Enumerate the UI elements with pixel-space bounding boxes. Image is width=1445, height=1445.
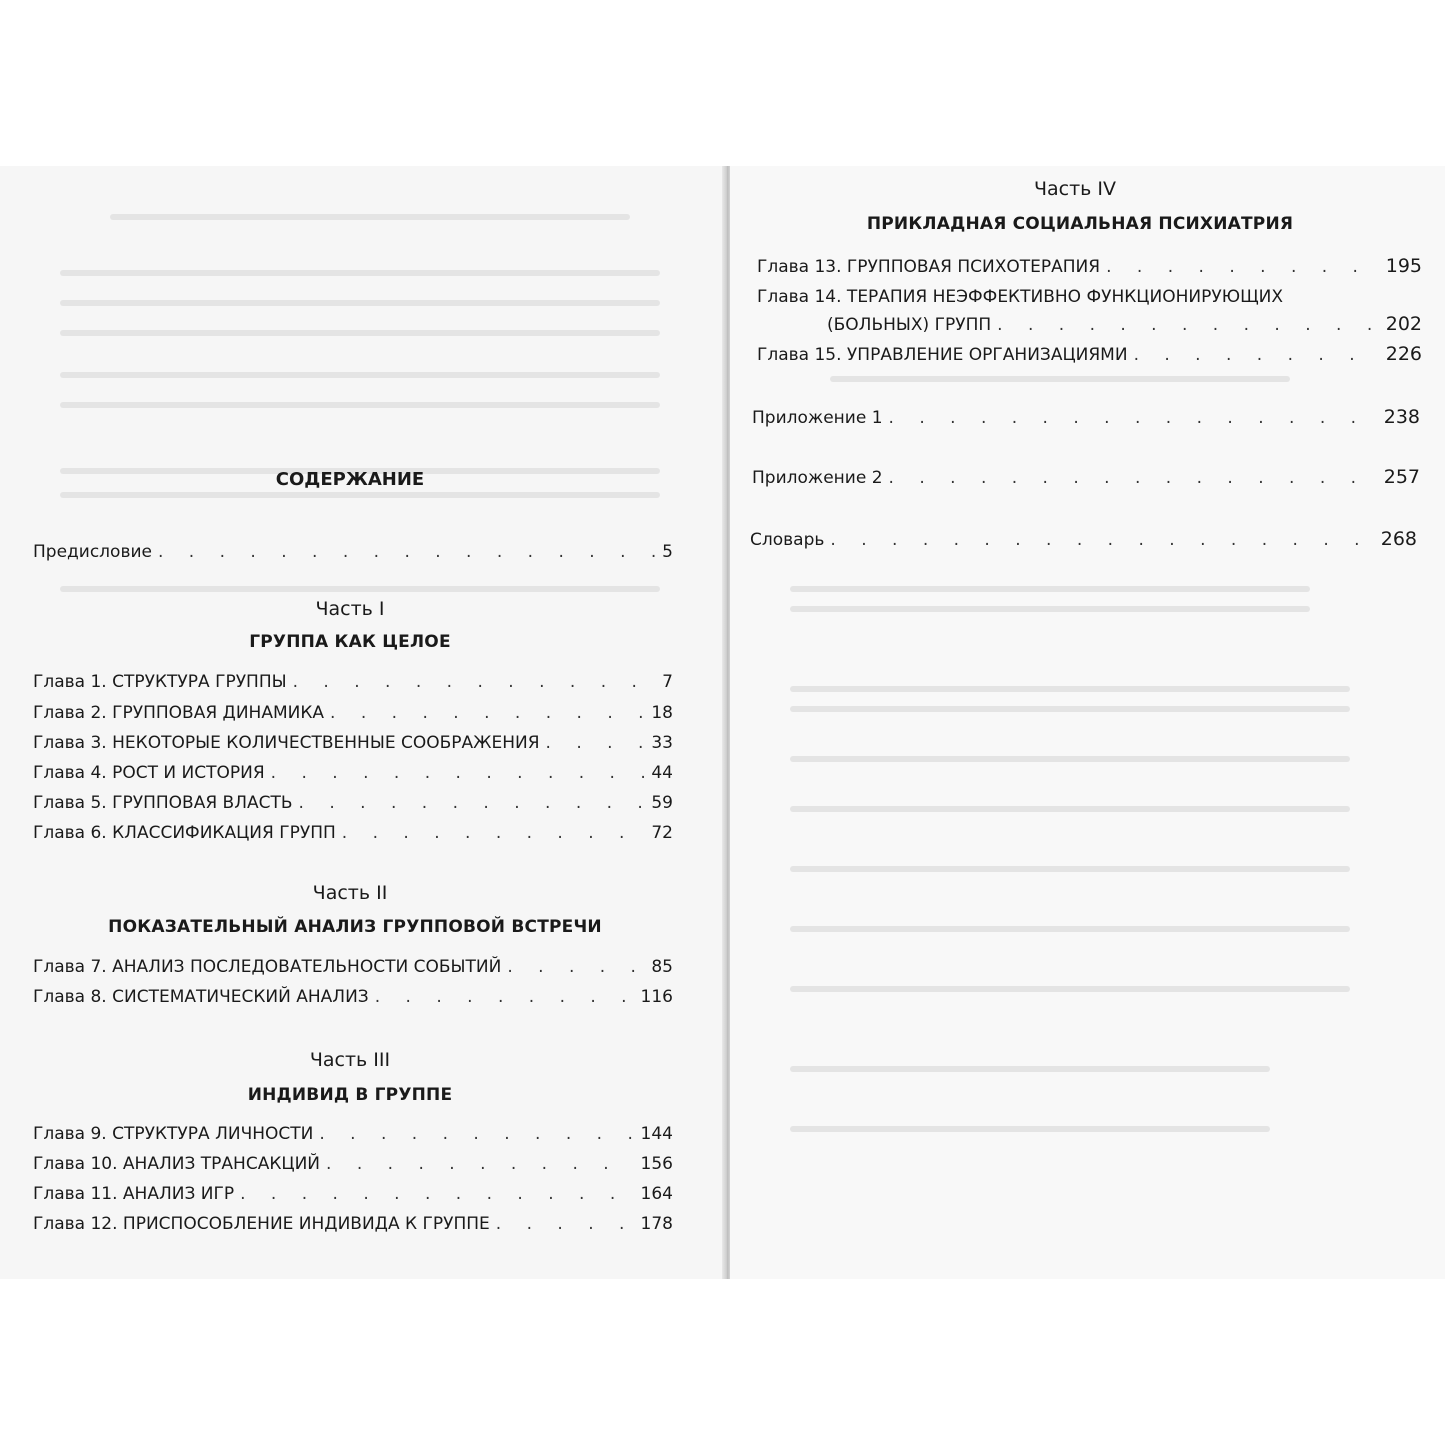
entry-page-number: 72	[651, 823, 673, 843]
toc-entry[interactable]	[33, 763, 673, 783]
toc-entry[interactable]	[33, 1214, 673, 1234]
show-through-text	[790, 706, 1350, 712]
show-through-text	[790, 586, 1310, 592]
show-through-text	[60, 586, 660, 592]
entry-page-number: 268	[1380, 528, 1417, 550]
show-through-text	[60, 492, 660, 498]
toc-entry[interactable]	[33, 957, 673, 977]
entry-label: Глава 5. ГРУППОВАЯ ВЛАСТЬ	[33, 793, 293, 813]
dot-leader	[240, 1184, 634, 1204]
dot-leader	[271, 763, 646, 783]
entry-page-number: 164	[640, 1184, 673, 1204]
dot-leader	[830, 530, 1374, 550]
show-through-text	[790, 986, 1350, 992]
part-heading: ПРИКЛАДНАЯ СОЦИАЛЬНАЯ ПСИХИАТРИЯ	[866, 214, 1294, 234]
show-through-text	[790, 1126, 1270, 1132]
dot-leader	[330, 703, 645, 723]
part-heading: ПОКАЗАТЕЛЬНЫЙ АНАЛИЗ ГРУППОВОЙ ВСТРЕЧИ	[108, 917, 602, 937]
toc-entry[interactable]	[33, 672, 673, 692]
dot-leader	[375, 987, 635, 1007]
entry-page-number: 226	[1385, 343, 1422, 365]
entry-label: Глава 3. НЕКОТОРЫЕ КОЛИЧЕСТВЕННЫЕ СООБРАЖЕНИЯ	[33, 733, 540, 753]
toc-entry[interactable]	[33, 1154, 673, 1174]
toc-entry[interactable]	[752, 466, 1420, 488]
toc-entry[interactable]	[752, 406, 1420, 428]
entry-page-number: 7	[662, 672, 673, 692]
entry-label: Глава 2. ГРУППОВАЯ ДИНАМИКА	[33, 703, 325, 723]
right-page	[730, 166, 1445, 1279]
dot-leader	[293, 672, 657, 692]
entry-label: Глава 8. СИСТЕМАТИЧЕСКИЙ АНАЛИЗ	[33, 987, 369, 1007]
part-title: Часть III	[309, 1049, 391, 1071]
dot-leader	[319, 1124, 634, 1144]
entry-label: Приложение 1	[752, 408, 883, 428]
toc-entry[interactable]	[33, 1124, 673, 1144]
toc-entry[interactable]	[33, 987, 673, 1007]
dot-leader	[299, 793, 646, 813]
dot-leader	[546, 733, 646, 753]
show-through-text	[60, 372, 660, 378]
show-through-text	[830, 376, 1290, 382]
dot-leader	[889, 468, 1378, 488]
show-through-text	[790, 686, 1350, 692]
dot-leader	[507, 957, 645, 977]
part-title: Часть IV	[1033, 178, 1117, 200]
part-title: Часть I	[315, 598, 385, 620]
part-heading: ГРУППА КАК ЦЕЛОЕ	[249, 632, 451, 652]
entry-page-number: 85	[651, 957, 673, 977]
entry-page-number: 238	[1383, 406, 1420, 428]
show-through-text	[790, 1066, 1270, 1072]
entry-label: Глава 13. ГРУППОВАЯ ПСИХОТЕРАПИЯ	[757, 257, 1101, 277]
dot-leader	[342, 823, 646, 843]
toc-title: СОДЕРЖАНИЕ	[275, 469, 425, 490]
toc-entry-line1[interactable]: Глава 14. ТЕРАПИЯ НЕЭФФЕКТИВНО ФУНКЦИОНИРУЮЩИХ	[757, 287, 1284, 307]
dot-leader	[997, 315, 1380, 335]
entry-label: Глава 7. АНАЛИЗ ПОСЛЕДОВАТЕЛЬНОСТИ СОБЫТИЙ	[33, 957, 502, 977]
entry-label: Глава 15. УПРАВЛЕНИЕ ОРГАНИЗАЦИЯМИ	[757, 345, 1128, 365]
part-heading: ИНДИВИД В ГРУППЕ	[247, 1085, 453, 1105]
toc-entry[interactable]	[33, 1184, 673, 1204]
entry-label: Глава 1. СТРУКТУРА ГРУППЫ	[33, 672, 287, 692]
toc-entry[interactable]	[827, 313, 1422, 335]
entry-page-number: 178	[640, 1214, 673, 1234]
toc-entry[interactable]	[33, 703, 673, 723]
entry-label: Словарь	[750, 530, 825, 550]
show-through-text	[60, 300, 660, 306]
entry-label: Глава 10. АНАЛИЗ ТРАНСАКЦИЙ	[33, 1154, 321, 1174]
dot-leader	[889, 408, 1378, 428]
show-through-text	[110, 214, 630, 220]
toc-entry[interactable]	[33, 733, 673, 753]
preface-entry[interactable]	[33, 542, 673, 562]
entry-label: Предисловие	[33, 542, 152, 562]
toc-entry[interactable]	[757, 255, 1422, 277]
entry-label: (БОЛЬНЫХ) ГРУПП	[827, 315, 992, 335]
entry-label: Глава 9. СТРУКТУРА ЛИЧНОСТИ	[33, 1124, 314, 1144]
dot-leader	[1134, 345, 1380, 365]
dot-leader	[158, 542, 656, 562]
entry-label: Глава 11. АНАЛИЗ ИГР	[33, 1184, 235, 1204]
dot-leader	[326, 1154, 635, 1174]
entry-page-number: 144	[640, 1124, 673, 1144]
entry-label: Приложение 2	[752, 468, 883, 488]
show-through-text	[60, 402, 660, 408]
entry-page-number: 33	[651, 733, 673, 753]
show-through-text	[60, 270, 660, 276]
dot-leader	[496, 1214, 635, 1234]
entry-page-number: 116	[640, 987, 673, 1007]
entry-page-number: 202	[1385, 313, 1422, 335]
part-title: Часть II	[312, 882, 388, 904]
show-through-text	[790, 606, 1310, 612]
entry-page-number: 59	[651, 793, 673, 813]
entry-label: Глава 12. ПРИСПОСОБЛЕНИЕ ИНДИВИДА К ГРУППЕ	[33, 1214, 490, 1234]
left-page	[0, 166, 724, 1279]
entry-page-number: 44	[651, 763, 673, 783]
toc-entry[interactable]	[750, 528, 1417, 550]
toc-entry[interactable]	[33, 823, 673, 843]
entry-page-number: 18	[651, 703, 673, 723]
show-through-text	[60, 330, 660, 336]
entry-page-number: 156	[640, 1154, 673, 1174]
entry-label: Глава 6. КЛАССИФИКАЦИЯ ГРУПП	[33, 823, 336, 843]
show-through-text	[790, 806, 1350, 812]
show-through-text	[790, 866, 1350, 872]
entry-label: Глава 4. РОСТ И ИСТОРИЯ	[33, 763, 265, 783]
show-through-text	[790, 756, 1350, 762]
toc-entry[interactable]	[757, 343, 1422, 365]
entry-page-number: 257	[1383, 466, 1420, 488]
toc-entry[interactable]	[33, 793, 673, 813]
show-through-text	[790, 926, 1350, 932]
dot-leader	[1106, 257, 1380, 277]
entry-page-number: 5	[662, 542, 673, 562]
book-spread	[0, 166, 1445, 1279]
entry-page-number: 195	[1385, 255, 1422, 277]
